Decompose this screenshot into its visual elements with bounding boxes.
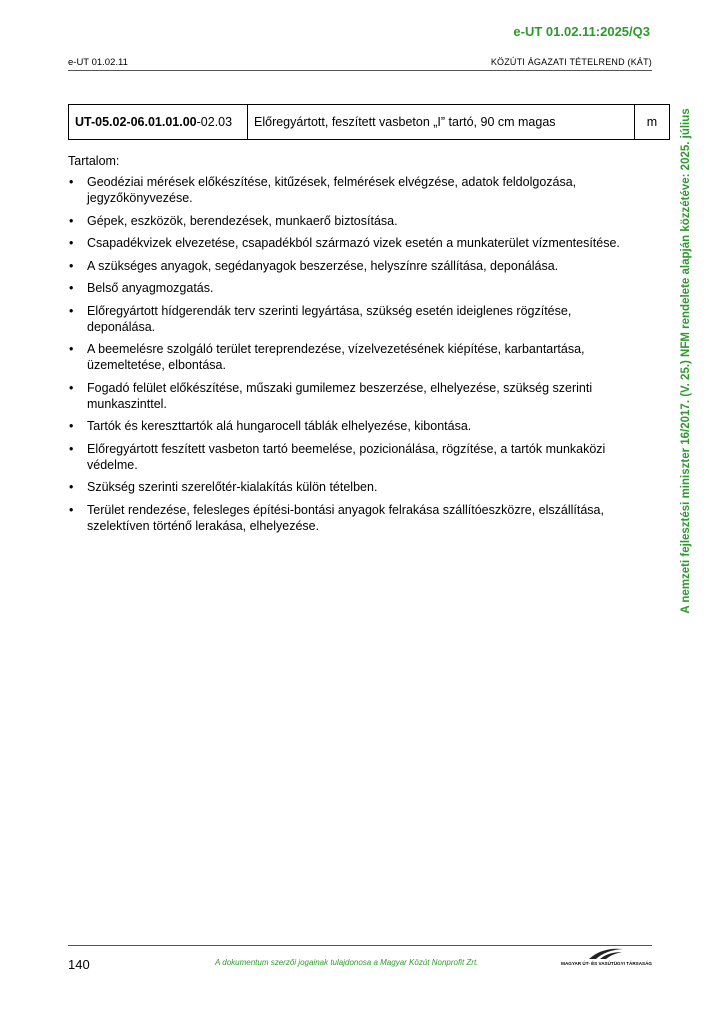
item-code-suffix: -02.03	[196, 115, 233, 129]
bullet-icon: •	[69, 175, 74, 189]
bullet-icon: •	[69, 236, 74, 250]
content-list	[68, 174, 628, 534]
content-list-item-text: Gépek, eszközök, berendezések, munkaerő biztosítása.	[87, 213, 398, 228]
bullet-icon: •	[69, 419, 74, 433]
header-right-title: KÖZÚTI ÁGAZATI TÉTELREND (KÁT)	[490, 57, 652, 67]
content-list-item-text: Belső anyagmozgatás.	[87, 281, 214, 295]
content-list-item-text: A beemelésre szolgáló terület tereprendezése, vízelvezetésének kiépítése, karbantartása, üzemeltetése, elbontása.	[87, 342, 585, 372]
content-list-item	[68, 502, 628, 534]
content-list-item-text: Csapadékvizek elvezetése, csapadékból származó vizek esetén a munkaterület vízmentesítése.	[87, 236, 620, 250]
bullet-icon: •	[69, 380, 74, 395]
header-divider	[68, 70, 652, 71]
side-note-text: A nemzeti fejlesztési miniszter 16/2017. (V. 25.) NFM rendelete alapján közzétéve: 2025. július	[680, 108, 692, 614]
content-list-item	[68, 258, 628, 274]
item-code-main: UT-05.02-06.01.01.00	[75, 115, 197, 129]
item-row	[69, 105, 670, 140]
content-list-item-text: Szükség szerinti szerelőtér-kialakítás külön tételben.	[87, 480, 378, 494]
content-list-item	[68, 418, 628, 434]
content-list-item-text: Tartók és kereszttartók alá hungarocell táblák elhelyezése, kibontása.	[87, 419, 472, 433]
content-list-item-text: A szükséges anyagok, segédanyagok beszerzése, helyszínre szállítása, deponálása.	[87, 258, 559, 273]
bullet-icon: •	[69, 342, 74, 356]
content-list-item	[68, 303, 628, 335]
bullet-icon: •	[69, 281, 74, 295]
page-number: 140	[68, 957, 90, 972]
item-table	[68, 104, 670, 140]
content-list-item	[68, 280, 628, 296]
content-list-item	[68, 341, 628, 373]
content-section	[68, 153, 628, 540]
bullet-icon: •	[69, 441, 74, 456]
bullet-icon: •	[69, 502, 74, 517]
content-list-item	[68, 174, 628, 206]
content-list-item	[68, 479, 628, 495]
content-list-item	[68, 213, 628, 229]
bullet-icon: •	[69, 480, 74, 494]
item-unit: m	[635, 105, 670, 140]
bullet-icon: •	[69, 258, 74, 273]
content-list-item-text: Geodéziai mérések előkészítése, kitűzések, felmérések elvégzése, adatok feldolgozása, jegyzőkönyvezése.	[87, 175, 577, 205]
content-list-item-text: Előregyártott hídgerendák terv szerinti legyártása, szükség esetén ideiglenes rögzítése, deponálása.	[87, 303, 572, 334]
bullet-icon: •	[69, 303, 74, 318]
content-list-item	[68, 441, 628, 473]
item-code-cell	[69, 105, 248, 140]
content-title: Tartalom:	[68, 154, 120, 168]
content-list-item	[68, 380, 628, 412]
content-list-item-text: Fogadó felület előkészítése, műszaki gumilemez beszerzése, elhelyezése, szükség szerinti munkaszinttel.	[87, 380, 593, 411]
publisher-logo	[560, 946, 652, 970]
document-code: e-UT 01.02.11:2025/Q3	[513, 24, 650, 39]
side-note	[676, 94, 696, 628]
item-description: Előregyártott, feszített vasbeton „I” tartó, 90 cm magas	[248, 105, 635, 140]
logo-text: MAGYAR ÚT- ÉS VASÚTÜGYI TÁRSASÁG	[561, 961, 652, 966]
content-list-item-text: Terület rendezése, felesleges építési-bontási anyagok felrakása szállítóeszközre, elszállítása, szelektíven történő lerakása, elhelyezése.	[87, 502, 604, 533]
content-list-item-text: Előregyártott feszített vasbeton tartó beemelése, pozicionálása, rögzítése, a tartók munkaközi védelme.	[87, 441, 606, 472]
header-left-code: e-UT 01.02.11	[68, 57, 128, 68]
content-list-item	[68, 235, 628, 251]
road-swoosh-icon	[588, 946, 624, 960]
footer-copyright: A dokumentum szerzői jogainak tulajdonosa a Magyar Közút Nonprofit Zrt.	[215, 958, 479, 967]
bullet-icon: •	[69, 213, 74, 228]
